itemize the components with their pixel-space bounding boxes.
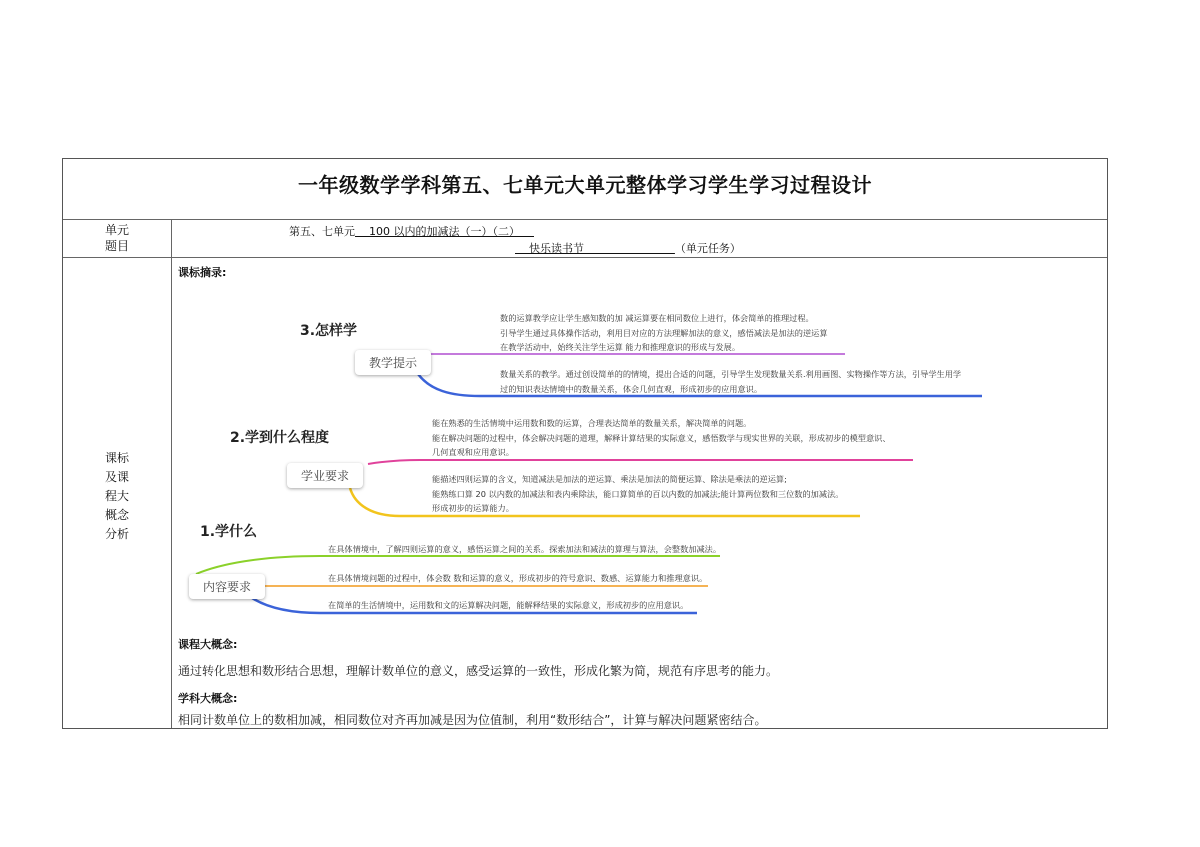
text-line: 能在熟悉的生活情境中运用数和数的运算，合理表达简单的数量关系，解决简单的问题。 xyxy=(432,418,752,428)
text-line: 几何直观和应用意识。 xyxy=(432,447,514,457)
node-teaching-hints: 教学提示 xyxy=(355,350,431,375)
document-title: 一年级数学学科第五、七单元大单元整体学习学生学习过程设计 xyxy=(298,173,872,197)
teach-hint-group-a xyxy=(500,311,828,355)
label-line: 题目 xyxy=(104,239,129,253)
label-line: 及课 xyxy=(104,470,129,484)
label-line: 单元 xyxy=(104,223,129,237)
requirement-group-a xyxy=(432,416,891,460)
label-line: 概念 xyxy=(104,508,129,522)
text-line: 形成初步的运算能力。 xyxy=(432,503,514,513)
subject-concept-heading: 学科大概念: xyxy=(178,692,238,705)
text-line: 在教学活动中，始终关注学生运算 能力和推理意识的形成与发展。 xyxy=(500,342,741,352)
unit-prefix: 第五、七单元 xyxy=(289,225,355,238)
label-line: 课标 xyxy=(104,451,129,465)
task-name: 快乐读书节 xyxy=(529,242,584,255)
teach-hint-group-b xyxy=(500,367,961,396)
label-line: 程大 xyxy=(104,489,129,503)
requirement-group-b xyxy=(432,472,843,516)
content-requirement-1: 在具体情境中，了解四则运算的意义，感悟运算之间的关系。探索加法和减法的算理与算法，会整数加减法。 xyxy=(328,544,722,554)
mindmap-heading-degree: 2.学到什么程度 xyxy=(230,430,330,446)
content-requirement-2: 在具体情境问题的过程中，体会数 数和运算的意义，形成初步的符号意识、数感、运算能力和推理意识。 xyxy=(328,573,708,583)
unit-name: 100 以内的加减法（一）（二） xyxy=(369,225,520,238)
text-line: 能描述四则运算的含义，知道减法是加法的逆运算、乘法是加法的简便运算、除法是乘法的逆运算; xyxy=(432,474,787,484)
text-line: 数的运算教学应让学生感知数的加 减运算要在相同数位上进行，体会简单的推理过程。 xyxy=(500,313,814,323)
excerpt-heading: 课标摘录: xyxy=(178,266,227,279)
mindmap-heading-how: 3.怎样学 xyxy=(300,323,358,339)
course-concept-heading: 课程大概念: xyxy=(178,638,238,651)
subject-concept-text: 相同计数单位上的数相加减，相同数位对齐再加减是因为位值制，利用“数形结合”，计算与解决问题紧密结合。 xyxy=(178,713,767,727)
connector-req-a xyxy=(368,460,913,464)
node-academic-requirements: 学业要求 xyxy=(287,463,363,488)
label-line: 分析 xyxy=(104,527,129,541)
text-line: 能在解决问题的过程中，体会解决问题的道理，解释计算结果的实际意义，感悟数学与现实世界的关联，形成初步的模型意识、 xyxy=(432,432,891,443)
mindmap-heading-what: 1.学什么 xyxy=(200,524,258,540)
task-suffix: （单元任务） xyxy=(674,242,741,255)
text-line: 能熟练口算 20 以内数的加减法和表内乘除法，能口算简单的百以内数的加减法;能计算两位数和三位数的加减法。 xyxy=(432,488,844,499)
node-content-requirements: 内容要求 xyxy=(189,574,265,599)
text-line: 过的知识表达情境中的数量关系，体会几何直观，形成初步的应用意识。 xyxy=(500,383,763,394)
course-concept-text: 通过转化思想和数形结合思想，理解计数单位的意义，感受运算的一致性，形成化繁为简，规范有序思考的能力。 xyxy=(178,664,779,678)
text-line: 引导学生通过具体操作活动，利用目对应的方法理解加法的意义，感悟减法是加法的逆运算 xyxy=(500,327,828,338)
content-requirement-3: 在简单的生活情境中，运用数和文的运算解决问题，能解释结果的实际意义，形成初步的应用意识。 xyxy=(328,600,689,610)
text-line: 数量关系的教学。通过创设简单的的情境，提出合适的问题，引导学生发现数量关系.利用画图、实物操作等方法，引导学生用学 xyxy=(500,369,962,379)
